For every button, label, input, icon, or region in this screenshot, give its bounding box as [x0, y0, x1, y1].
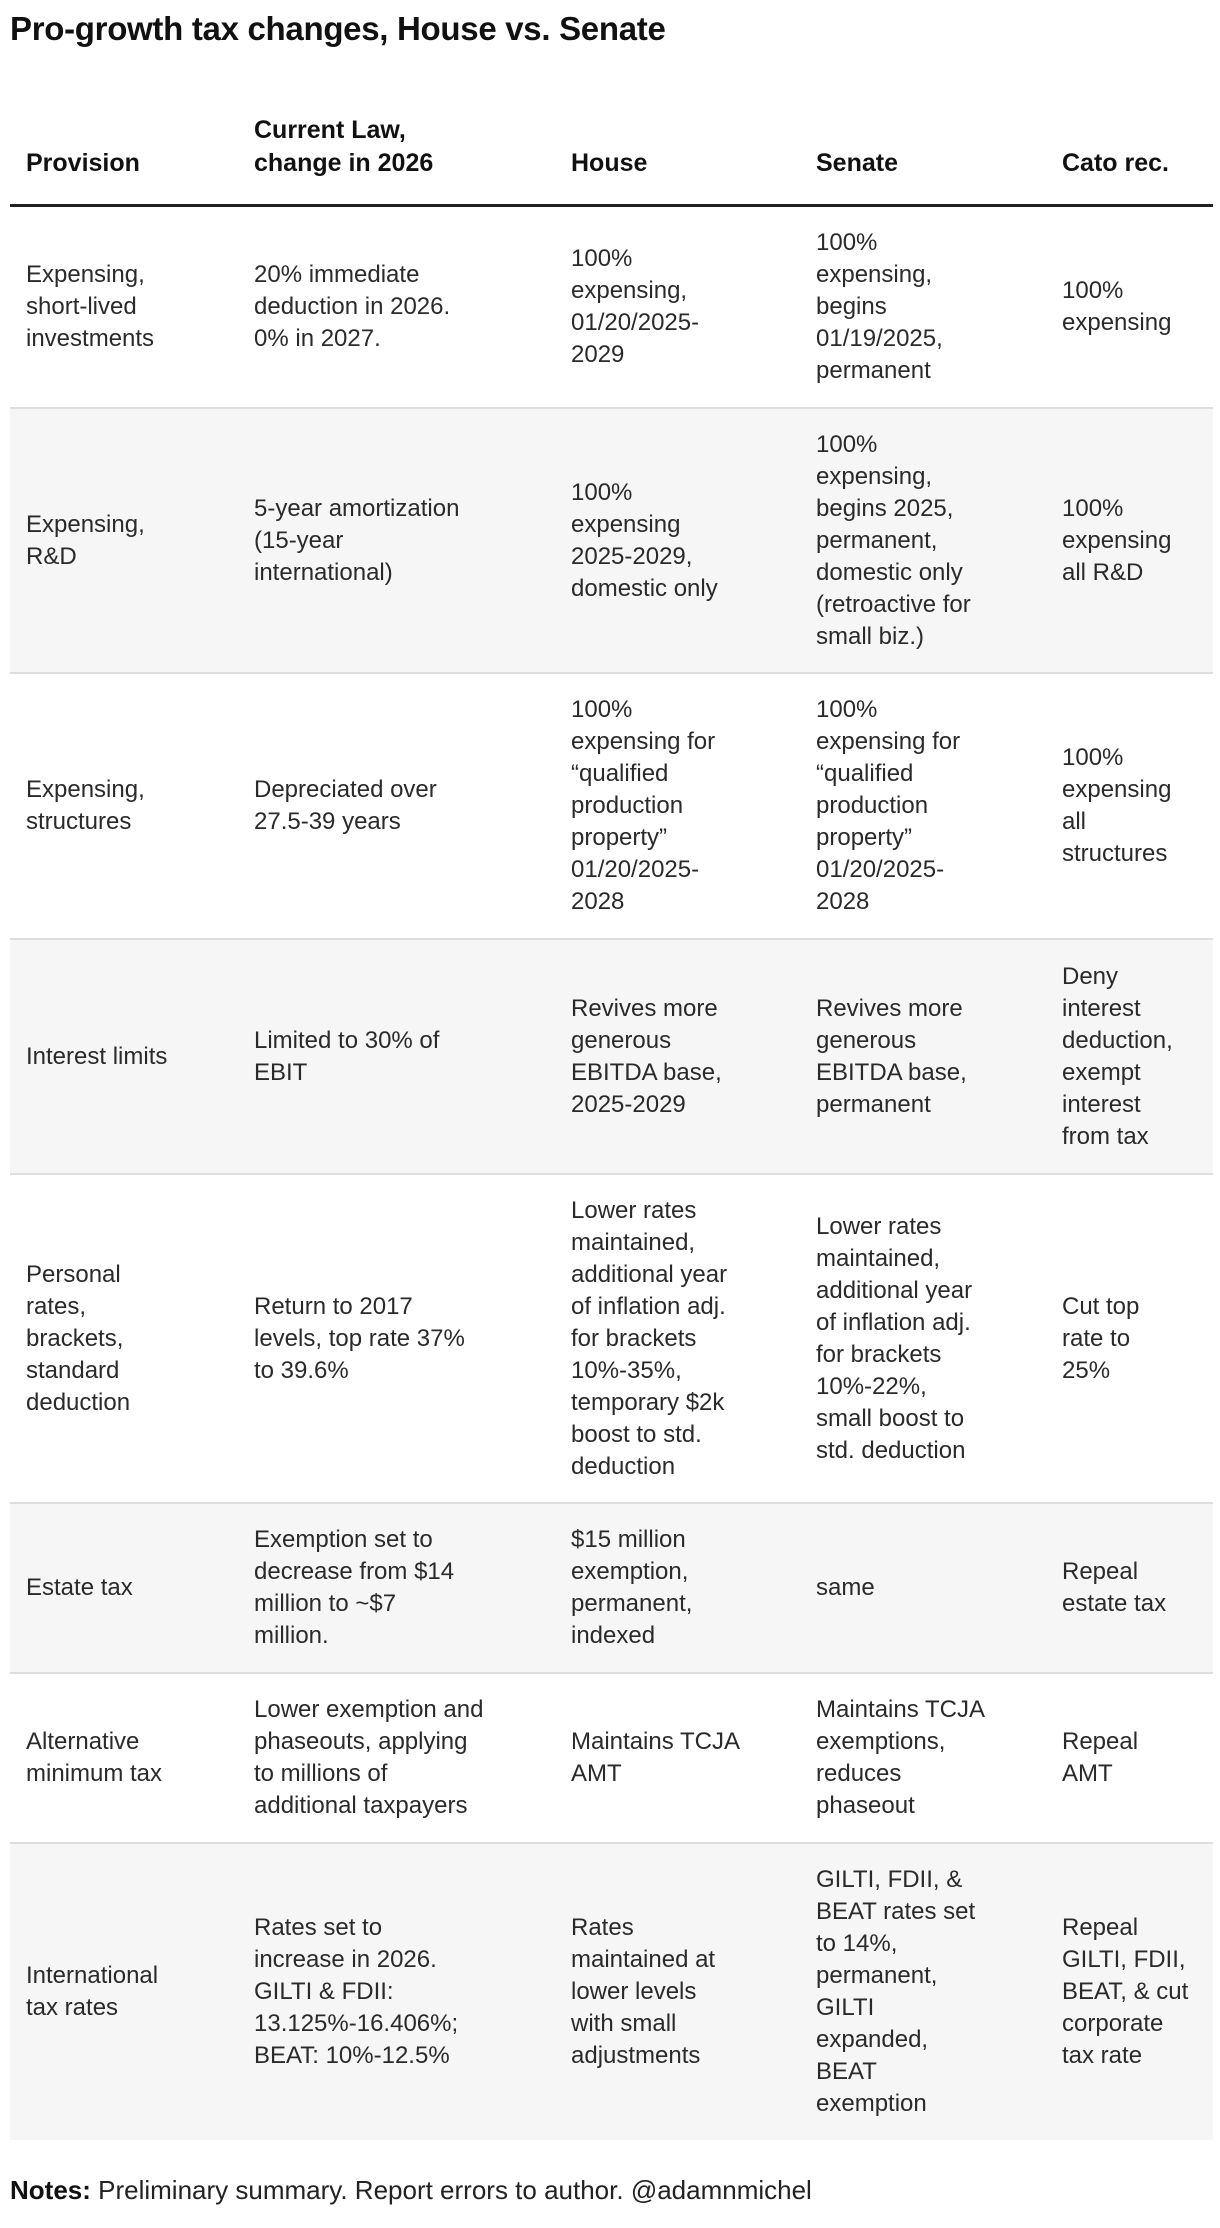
cell-line: production [571, 792, 684, 819]
cell-line: Rates [571, 1914, 634, 1941]
cell-line: with small [571, 2010, 677, 2037]
cell-line: exemption, [571, 1558, 689, 1585]
cell-line: million. [254, 1622, 329, 1649]
cell-line: 01/20/2025- [816, 856, 945, 883]
house-cell [555, 1503, 800, 1673]
cell-line: BEAT, & cut [1062, 1978, 1189, 2005]
cell-line: Repeal [1062, 1558, 1139, 1585]
cell-line: Return to 2017 [254, 1292, 413, 1320]
header-house: House [555, 95, 800, 205]
cell-line: maintained at [571, 1946, 716, 1973]
cell-line: million to ~$7 [254, 1590, 397, 1617]
cato-cell [1046, 408, 1213, 673]
cell-line: GILTI, FDII, [1062, 1946, 1186, 1973]
provision-cell [10, 408, 238, 673]
cell-line: 10%-22%, [816, 1372, 927, 1400]
cell-line: expensing, [571, 276, 688, 304]
senate-cell [800, 1503, 1046, 1673]
house-cell [555, 205, 800, 408]
cell-line: generous [816, 1026, 917, 1054]
cato-cell [1046, 1174, 1213, 1503]
cell-line: Deny [1062, 962, 1119, 990]
cell-line: Estate tax [26, 1574, 133, 1601]
cell-line: expensing for [571, 728, 716, 755]
cell-line: Personal [26, 1260, 121, 1288]
table-row [10, 939, 1213, 1174]
cell-line: property” [571, 824, 668, 851]
cell-line: Interest limits [26, 1042, 168, 1070]
cell-line: international) [254, 558, 393, 586]
cell-line: lower levels [571, 1978, 697, 2005]
cell-line: reduces [816, 1760, 902, 1787]
cell-line: Maintains TCJA [571, 1728, 740, 1755]
cell-line: BEAT: 10%-12.5% [254, 2042, 450, 2069]
cell-line: deduction, [1062, 1026, 1173, 1054]
senate-cell [800, 205, 1046, 408]
senate-cell [800, 939, 1046, 1174]
cell-line: begins [816, 292, 887, 320]
provision-cell [10, 939, 238, 1174]
senate-cell [800, 1174, 1046, 1503]
provision-cell [10, 1174, 238, 1503]
cell-line: 100% [816, 696, 878, 723]
cell-line: domestic only [571, 574, 718, 602]
cell-line: 100% [1062, 744, 1124, 771]
current-law-cell [238, 673, 555, 939]
cell-line: 20% immediate [254, 260, 420, 288]
house-cell [555, 408, 800, 673]
cell-line: AMT [1062, 1760, 1113, 1787]
cell-line: expensing [1062, 526, 1172, 554]
cell-line: from tax [1062, 1122, 1149, 1150]
cell-line: 2029 [571, 340, 625, 368]
cell-line: tax rates [26, 1994, 119, 2021]
cell-line: 100% [816, 430, 878, 458]
house-cell [555, 1174, 800, 1503]
cell-line: small boost to [816, 1404, 965, 1432]
cell-line: to millions of [254, 1760, 388, 1787]
cell-line: permanent, [816, 526, 938, 554]
cell-line: EBITDA base, [816, 1058, 967, 1086]
cell-line: 100% [571, 696, 633, 723]
cell-line: “qualified [571, 760, 669, 787]
cell-line: structures [26, 808, 132, 835]
cell-line: expensing, [816, 462, 933, 490]
cell-line: interest [1062, 1090, 1141, 1118]
notes [10, 2175, 812, 2206]
cell-line: adjustments [571, 2042, 701, 2069]
current-law-cell [238, 408, 555, 673]
cell-line: International [26, 1962, 159, 1989]
house-cell [555, 939, 800, 1174]
cell-line: permanent, [571, 1590, 693, 1617]
provision-cell [10, 1843, 238, 2140]
cell-line: Lower exemption and [254, 1696, 484, 1723]
cell-line: EBITDA base, [571, 1058, 722, 1086]
house-cell [555, 673, 800, 939]
cell-line: Expensing, [26, 776, 145, 803]
table-row [10, 1174, 1213, 1503]
cell-line: Exemption set to [254, 1526, 433, 1553]
cell-line: Revives more [571, 994, 718, 1022]
cell-line: increase in 2026. [254, 1946, 437, 1973]
cell-line: investments [26, 324, 155, 352]
table-header [10, 95, 1213, 205]
cell-line: AMT [571, 1760, 622, 1787]
cell-line: exemptions, [816, 1728, 946, 1755]
cell-line: additional taxpayers [254, 1792, 468, 1819]
cell-line: production [816, 792, 929, 819]
cell-line: tax rate [1062, 2042, 1143, 2069]
cell-line: Lower rates [816, 1212, 942, 1240]
cell-line: standard [26, 1356, 120, 1384]
cell-line: brackets, [26, 1324, 124, 1352]
cato-cell [1046, 1673, 1213, 1843]
table-row [10, 1673, 1213, 1843]
cell-line: of inflation adj. [571, 1292, 726, 1320]
cell-line: 25% [1062, 1356, 1111, 1384]
cato-cell [1046, 1843, 1213, 2140]
cell-line: corporate [1062, 2010, 1164, 2037]
cell-line: GILTI, FDII, & [816, 1866, 963, 1893]
cell-line: short-lived [26, 292, 137, 320]
current-law-cell [238, 205, 555, 408]
cell-line: minimum tax [26, 1760, 163, 1787]
cell-line: 2028 [816, 888, 870, 915]
provision-cell [10, 673, 238, 939]
cell-line: for brackets [571, 1324, 697, 1352]
cell-line: same [816, 1574, 875, 1601]
current-law-cell [238, 1503, 555, 1673]
table-body [10, 205, 1213, 2140]
cell-line: deduction [26, 1388, 131, 1416]
cell-line: permanent, [816, 1962, 938, 1989]
cell-line: “qualified [816, 760, 914, 787]
cell-line: 100% [571, 244, 633, 272]
cell-line: phaseout [816, 1792, 915, 1819]
cell-line: to 14%, [816, 1930, 898, 1957]
cell-line: Depreciated over [254, 776, 437, 803]
cell-line: expensing [1062, 308, 1172, 336]
cell-line: domestic only [816, 558, 963, 586]
cell-line: structures [1062, 840, 1168, 867]
cell-line: exemption [816, 2090, 927, 2117]
cell-line: 27.5-39 years [254, 808, 401, 835]
cell-line: GILTI [816, 1994, 875, 2021]
cell-line: deduction in 2026. [254, 292, 451, 320]
current-law-cell [238, 1843, 555, 2140]
cell-line: Expensing, [26, 260, 145, 288]
notes-text: Preliminary summary. Report errors to author. @adamnmichel [90, 2175, 812, 2205]
senate-cell [800, 1673, 1046, 1843]
cell-line: exempt [1062, 1058, 1141, 1086]
cell-line: std. deduction [816, 1436, 966, 1464]
senate-cell [800, 673, 1046, 939]
cell-line: Repeal [1062, 1728, 1139, 1755]
cell-line: Expensing, [26, 510, 145, 538]
current-law-cell [238, 1174, 555, 1503]
cell-line: (retroactive for [816, 590, 971, 618]
provision-cell [10, 205, 238, 408]
cell-line: Rates set to [254, 1914, 383, 1941]
cell-line: EBIT [254, 1058, 308, 1086]
cato-cell [1046, 939, 1213, 1174]
cell-line: 5-year amortization [254, 494, 460, 522]
cell-line: 01/19/2025, [816, 324, 943, 352]
cell-line: R&D [26, 542, 77, 570]
current-law-cell [238, 939, 555, 1174]
cell-line: Lower rates [571, 1196, 697, 1224]
cato-cell [1046, 673, 1213, 939]
cell-line: phaseouts, applying [254, 1728, 468, 1755]
cato-cell [1046, 205, 1213, 408]
cell-line: rates, [26, 1292, 87, 1320]
cell-line: expensing [571, 510, 681, 538]
cell-line: (15-year [254, 526, 344, 554]
cell-line: maintained, [816, 1244, 941, 1272]
header-senate: Senate [800, 95, 1046, 205]
cell-line: expanded, [816, 2026, 929, 2053]
cell-line: GILTI & FDII: [254, 1978, 394, 2005]
cell-line: 2028 [571, 888, 625, 915]
cell-line: 100% [1062, 494, 1124, 522]
notes-label: Notes: [10, 2175, 91, 2205]
table-row [10, 205, 1213, 408]
provision-cell [10, 1673, 238, 1843]
cell-line: small biz.) [816, 622, 925, 650]
header-row [10, 95, 1213, 205]
cell-line: Alternative [26, 1728, 140, 1755]
cell-line: 100% [816, 228, 878, 256]
cell-line: 0% in 2027. [254, 324, 381, 352]
cell-line: of inflation adj. [816, 1308, 971, 1336]
cell-line: boost to std. [571, 1420, 702, 1448]
cell-line: permanent [816, 356, 931, 384]
cell-line: expensing [1062, 776, 1172, 803]
cell-line: Cut top [1062, 1292, 1140, 1320]
cell-line: Limited to 30% of [254, 1026, 440, 1054]
cato-cell [1046, 1503, 1213, 1673]
cell-line: expensing, [816, 260, 933, 288]
cell-line: additional year [571, 1260, 728, 1288]
cell-line: begins 2025, [816, 494, 954, 522]
cell-line: all [1062, 808, 1087, 835]
header-provision: Provision [10, 95, 238, 205]
cell-line: decrease from $14 [254, 1558, 455, 1585]
cell-line: Revives more [816, 994, 963, 1022]
cell-line: 01/20/2025- [571, 856, 700, 883]
table-row [10, 1843, 1213, 2140]
cell-line: 100% [571, 478, 633, 506]
cell-line: Maintains TCJA [816, 1696, 985, 1723]
cell-line: 100% [1062, 276, 1124, 304]
cell-line: property” [816, 824, 913, 851]
header-current-law: Current Law, change in 2026 [238, 95, 555, 205]
cell-line: rate to [1062, 1324, 1131, 1352]
current-law-cell [238, 1673, 555, 1843]
cell-line: 2025-2029 [571, 1090, 686, 1118]
cell-line: temporary $2k [571, 1388, 725, 1416]
table-row [10, 1503, 1213, 1673]
cell-line: generous [571, 1026, 672, 1054]
cell-line: permanent [816, 1090, 931, 1118]
cell-line: 13.125%-16.406%; [254, 2010, 459, 2037]
cell-line: maintained, [571, 1228, 696, 1256]
comparison-table [10, 95, 1213, 2140]
cell-line: estate tax [1062, 1590, 1167, 1617]
cell-line: 10%-35%, [571, 1356, 682, 1384]
provision-cell [10, 1503, 238, 1673]
page-title: Pro-growth tax changes, House vs. Senate [10, 10, 666, 47]
cell-line: levels, top rate 37% [254, 1324, 465, 1352]
table-row [10, 673, 1213, 939]
house-cell [555, 1673, 800, 1843]
house-cell [555, 1843, 800, 2140]
senate-cell [800, 1843, 1046, 2140]
cell-line: indexed [571, 1622, 656, 1649]
cell-line: additional year [816, 1276, 973, 1304]
cell-line: $15 million [571, 1526, 686, 1553]
cell-line: 01/20/2025- [571, 308, 700, 336]
cell-line: deduction [571, 1452, 676, 1480]
cell-line: to 39.6% [254, 1356, 349, 1384]
cell-line: BEAT [816, 2058, 877, 2085]
cell-line: BEAT rates set [816, 1898, 976, 1925]
cell-line: Repeal [1062, 1914, 1139, 1941]
cell-line: interest [1062, 994, 1141, 1022]
cell-line: for brackets [816, 1340, 942, 1368]
senate-cell [800, 408, 1046, 673]
cell-line: all R&D [1062, 558, 1144, 586]
cell-line: expensing for [816, 728, 961, 755]
header-cato: Cato rec. [1046, 95, 1213, 205]
table-row [10, 408, 1213, 673]
cell-line: 2025-2029, [571, 542, 693, 570]
